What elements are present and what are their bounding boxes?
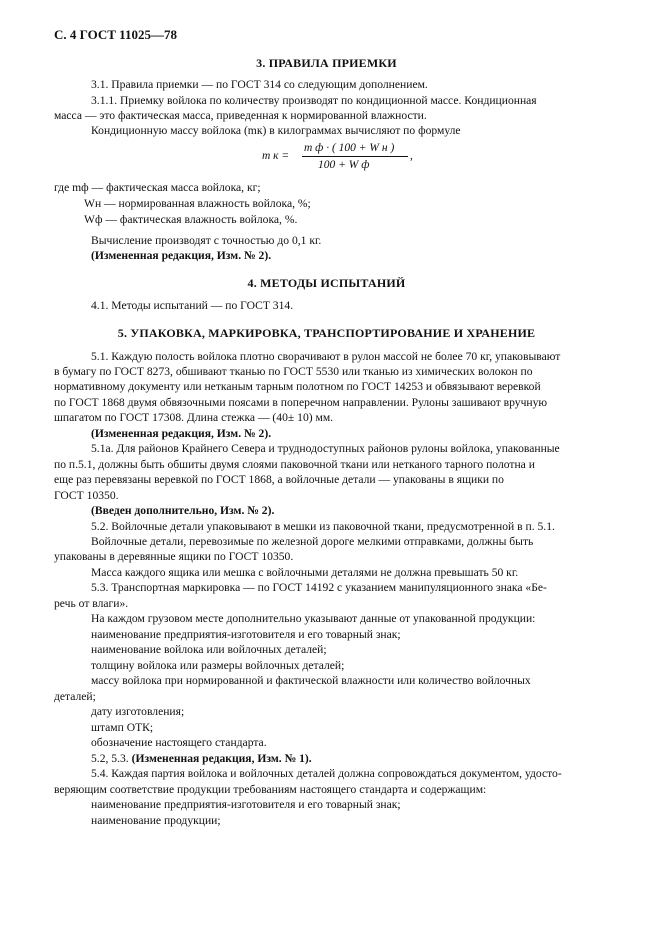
clause-3-1-1-line1: 3.1.1. Приемку войлока по количеству производят по кондиционной массе. Кондиционная [91, 94, 537, 107]
definition-symbol: Wн — [84, 197, 116, 210]
marking-item: массу войлока при нормированной и фактической влажности или количество войлочных [91, 674, 531, 687]
definition-row [84, 196, 311, 211]
marking-item: На каждом грузовом месте дополнительно указывают данные от упакованной продукции: [91, 612, 536, 625]
clause-4-1: 4.1. Методы испытаний — по ГОСТ 314. [91, 299, 294, 312]
fraction-bar [302, 156, 408, 157]
formula-numerator: m ф · ( 100 + W н ) [304, 142, 395, 154]
formula-denominator: 100 + W ф [318, 159, 370, 171]
clause-5-1-line: нормативному документу или нетканым тарным полотном по ГОСТ 14253 и обвязывают веревкой [54, 380, 541, 393]
section-3-title: 3. ПРАВИЛА ПРИЕМКИ [256, 56, 397, 70]
amendment-clauses: 5.2, 5.3. [91, 752, 129, 765]
page-header: С. 4 ГОСТ 11025—78 [54, 27, 177, 42]
clause-5-4-line: 5.4. Каждая партия войлока и войлочных деталей должна сопровождаться документом, удосто- [91, 767, 562, 780]
clause-5-1-line: в бумагу по ГОСТ 8273, обшивают тканью по ГОСТ 5530 или тканью из химических волокон по [54, 365, 533, 378]
definition-row [54, 180, 261, 195]
formula [262, 140, 422, 180]
clause-5-3-line: 5.3. Транспортная маркировка — по ГОСТ 14192 с указанием манипуляционного знака «Бе- [91, 581, 547, 594]
clause-5-2-mass: Масса каждого ящика или мешка с войлочными деталями не должна превышать 50 кг. [91, 566, 519, 579]
clause-3-1-1-line2: масса — это фактическая масса, приведенная к нормированной влажности. [54, 109, 427, 122]
amendment-note: (Введен дополнительно, Изм. № 2). [91, 504, 275, 517]
marking-item: толщину войлока или размеры войлочных деталей; [91, 659, 345, 672]
clause-5-1a-line: 5.1а. Для районов Крайнего Севера и труднодоступных районов рулоны войлока, упакованные [91, 442, 560, 455]
marking-item: деталей; [54, 690, 96, 703]
clause-5-3-line: речь от влаги». [54, 597, 129, 610]
clause-5-2-line: Войлочные детали, перевозимые по железной дороге мелкими отправками, должны быть [91, 535, 534, 548]
definition-row [84, 212, 297, 227]
section-5-title: 5. УПАКОВКА, МАРКИРОВКА, ТРАНСПОРТИРОВАНИЕ И ХРАНЕНИЕ [117, 326, 536, 340]
clause-3-1: 3.1. Правила приемки — по ГОСТ 314 со следующим дополнением. [91, 78, 428, 91]
document-item: наименование продукции; [91, 814, 221, 827]
clause-5-1a-line: еще раз перевязаны веревкой по ГОСТ 1868, а войлочные детали — упакованы в ящики по [54, 473, 504, 486]
clause-5-1a-line: по п.5.1, должны быть обшиты двумя слоями паковочной ткани или нетканого тарного полотна и [54, 458, 535, 471]
definition-text: фактическая масса войлока, кг; [106, 181, 261, 194]
definition-symbol: где mф — [54, 181, 104, 194]
definition-symbol: Wф — [84, 213, 117, 226]
amendment-note: (Измененная редакция, Изм. № 1). [131, 752, 312, 765]
clause-5-2-line: упакованы в деревянные ящики по ГОСТ 10350. [54, 550, 294, 563]
marking-item: штамп ОТК; [91, 721, 154, 734]
clause-5-1-line: 5.1. Каждую полость войлока плотно сворачивают в рулон массой не более 70 кг, упаковывают [91, 350, 561, 363]
marking-item: наименование войлока или войлочных деталей; [91, 643, 327, 656]
formula-comma: , [410, 150, 413, 162]
amendment-note: (Измененная редакция, Изм. № 2). [91, 249, 272, 262]
clause-5-2: 5.2. Войлочные детали упаковывают в мешки из паковочной ткани, предусмотренной в п. 5.1. [91, 520, 555, 533]
amendment-note: (Измененная редакция, Изм. № 2). [91, 427, 272, 440]
formula-lhs: m к = [262, 150, 290, 162]
precision-note: Вычисление производят с точностью до 0,1 кг. [91, 234, 322, 247]
clause-5-1a-line: ГОСТ 10350. [54, 489, 119, 502]
document-item: наименование предприятия-изготовителя и его товарный знак; [91, 798, 401, 811]
amendment-line [91, 751, 312, 766]
clause-5-1-line: шпагатом по ГОСТ 17308. Длина стежка — (40± 10) мм. [54, 411, 334, 424]
marking-item: наименование предприятия-изготовителя и его товарный знак; [91, 628, 401, 641]
marking-item: обозначение настоящего стандарта. [91, 736, 267, 749]
marking-item: дату изготовления; [91, 705, 185, 718]
formula-intro: Кондиционную массу войлока (mк) в килограммах вычисляют по формуле [91, 124, 461, 137]
clause-5-1-line: по ГОСТ 1868 двумя обвязочными поясами в поперечном направлении. Рулоны зашивают вручную [54, 396, 548, 409]
clause-5-4-line: веряющим соответствие продукции требованиям настоящего стандарта и содержащим: [54, 783, 487, 796]
section-4-title: 4. МЕТОДЫ ИСПЫТАНИЙ [247, 276, 406, 290]
definition-text: фактическая влажность войлока, %. [119, 213, 298, 226]
definition-text: нормированная влажность войлока, %; [118, 197, 311, 210]
